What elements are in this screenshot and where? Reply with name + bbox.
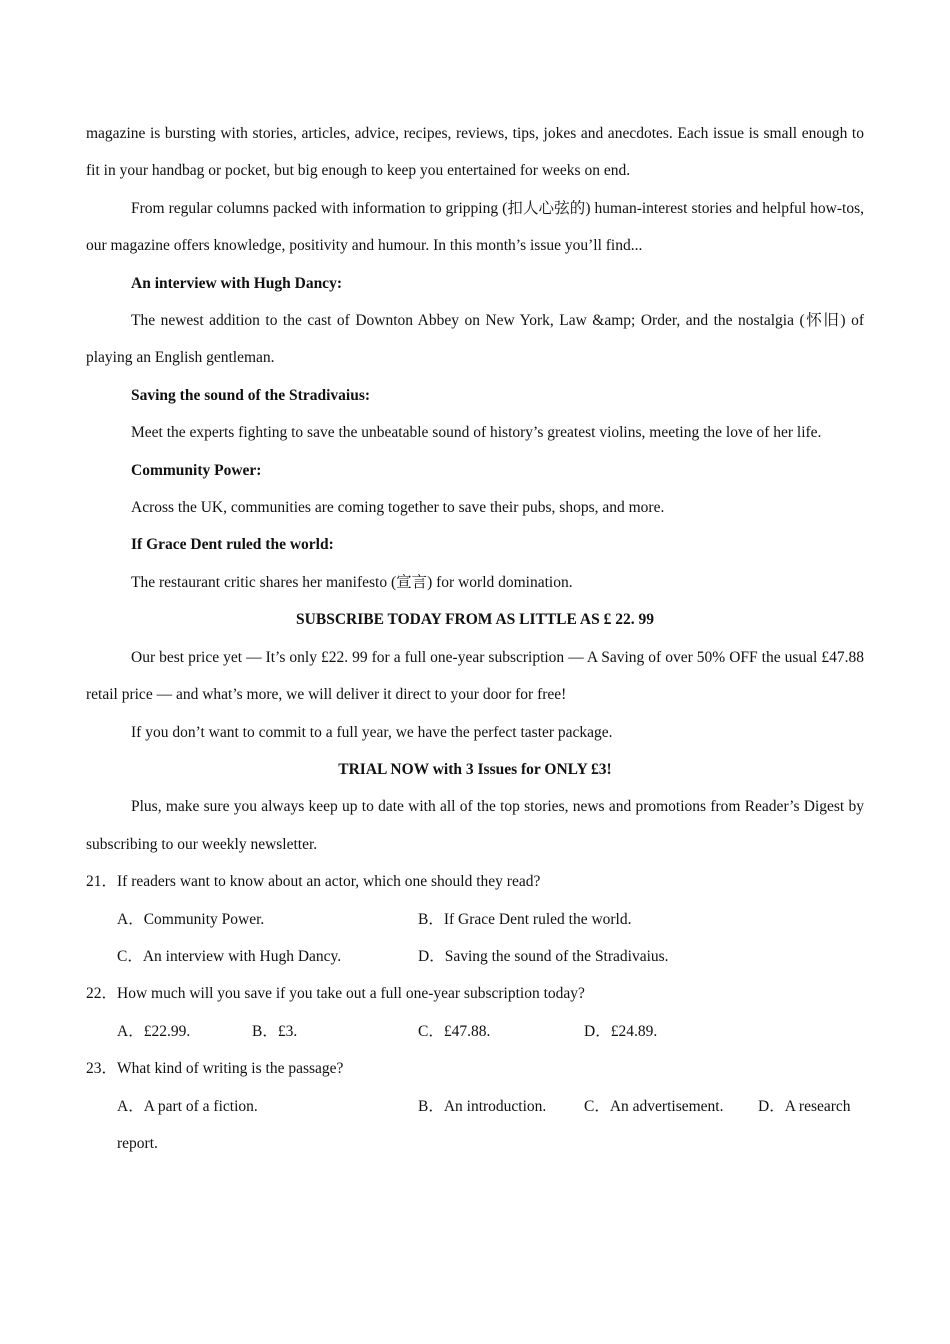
- option-row: [86, 1013, 864, 1050]
- section-heading: Saving the sound of the Stradivaius:: [131, 386, 371, 404]
- option-a[interactable]: A．A part of a fiction.: [117, 1097, 258, 1115]
- option-c[interactable]: C．An advertisement.: [584, 1097, 724, 1115]
- option-d[interactable]: D．A research: [758, 1097, 851, 1115]
- question-stem: 22．How much will you save if you take out a full one-year subscription today?: [86, 985, 585, 1003]
- passage-intro-paragraph: magazine is bursting with stories, articles, advice, recipes, reviews, tips, jokes and anecdotes. Each issue is small enough to fit in your handbag or pocket, but big enough to keep you entertained for weeks on end.: [86, 125, 864, 180]
- option-row: [86, 1088, 864, 1125]
- option-row: [86, 938, 864, 975]
- option-c[interactable]: C．An interview with Hugh Dancy.: [117, 947, 342, 965]
- section-heading: If Grace Dent ruled the world:: [131, 536, 334, 554]
- option-d[interactable]: D．Saving the sound of the Stradivaius.: [418, 947, 669, 965]
- trial-heading: TRIAL NOW with 3 Issues for ONLY £3!: [338, 760, 612, 778]
- subscribe-heading: SUBSCRIBE TODAY FROM AS LITTLE AS £ 22. 99: [296, 611, 654, 629]
- price-paragraph: Our best price yet — It’s only £22. 99 for a full one-year subscription — A Saving of over 50% OFF the usual £47.88 retail price — and what’s more, we will deliver it direct to your door for free!: [86, 648, 864, 704]
- section-heading: Community Power:: [131, 461, 262, 479]
- option-row: [86, 901, 864, 938]
- option-d[interactable]: D．£24.89.: [584, 1022, 658, 1040]
- option-b[interactable]: B．An introduction.: [418, 1097, 547, 1115]
- section-text: Meet the experts fighting to save the unbeatable sound of history’s greatest violins, meeting the love of her life.: [131, 424, 822, 442]
- newsletter-paragraph: Plus, make sure you always keep up to date with all of the top stories, news and promotions from Reader’s Digest by subscribing to our weekly newsletter.: [86, 798, 864, 853]
- section-text: Across the UK, communities are coming together to save their pubs, shops, and more.: [131, 499, 665, 517]
- section-heading: An interview with Hugh Dancy:: [131, 274, 342, 292]
- section-text: The newest addition to the cast of Downton Abbey on New York, Law &amp; Order, and the nostalgia (怀旧) of playing an English gentleman.: [86, 312, 864, 367]
- option-c[interactable]: C．£47.88.: [418, 1022, 491, 1040]
- question-stem: 21．If readers want to know about an actor, which one should they read?: [86, 873, 541, 891]
- option-b[interactable]: B．If Grace Dent ruled the world.: [418, 910, 632, 928]
- question-stem: 23．What kind of writing is the passage?: [86, 1060, 344, 1078]
- taster-paragraph: If you don’t want to commit to a full year, we have the perfect taster package.: [131, 723, 613, 741]
- document-page: [86, 115, 864, 1162]
- option-d-continued: report.: [117, 1134, 158, 1152]
- option-a[interactable]: A．£22.99.: [117, 1022, 191, 1040]
- option-b[interactable]: B．£3.: [252, 1022, 298, 1040]
- option-a[interactable]: A．Community Power.: [117, 910, 265, 928]
- passage-paragraph: From regular columns packed with information to gripping (扣人心弦的) human-interest stories and helpful how-tos, our magazine offers knowledge, positivity and humour. In this month’s issue you’ll find...: [86, 199, 864, 255]
- section-text: The restaurant critic shares her manifesto (宣言) for world domination.: [131, 573, 573, 591]
